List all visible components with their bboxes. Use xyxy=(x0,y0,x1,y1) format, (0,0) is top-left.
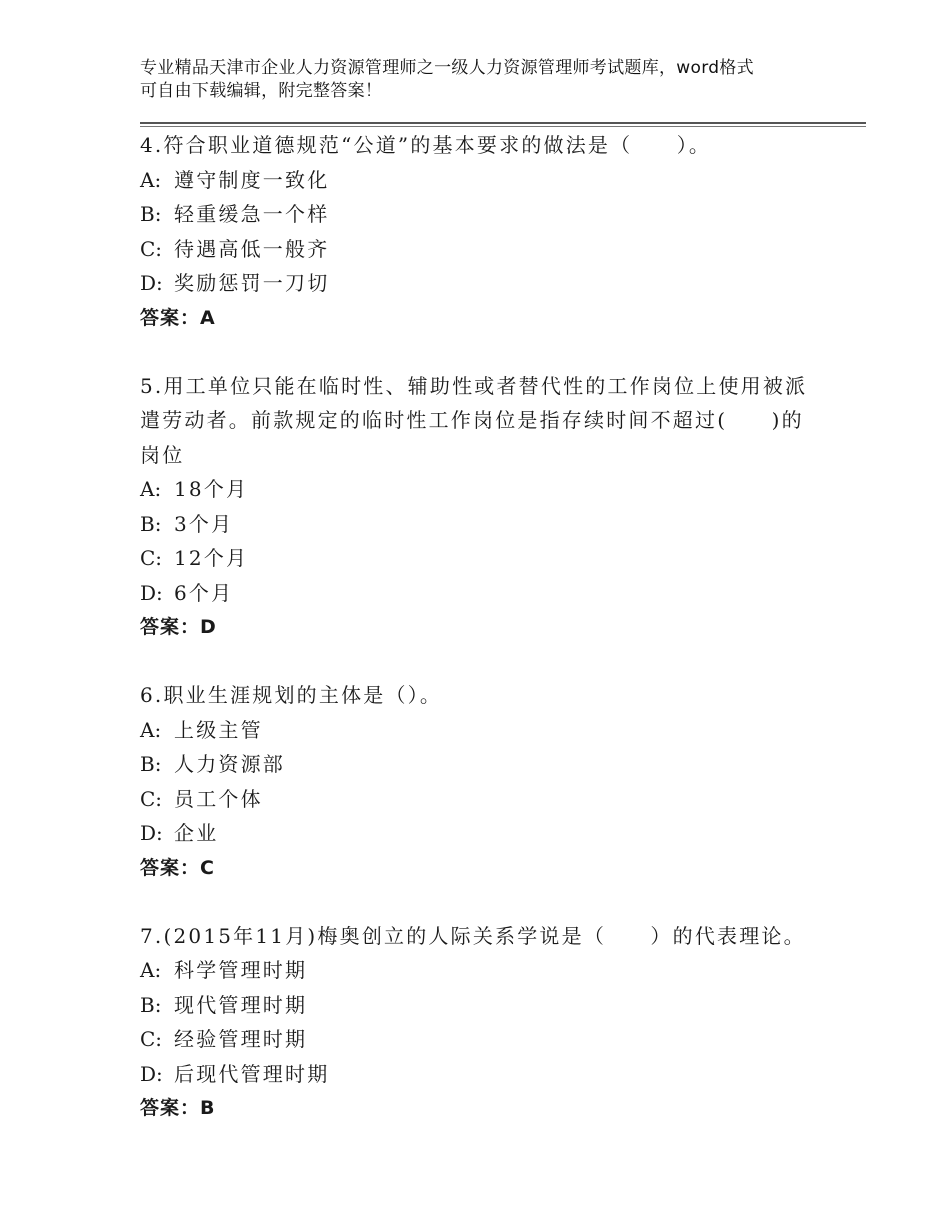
question-text: 遣劳动者。前款规定的临时性工作岗位是指存续时间不超过( )的 xyxy=(140,408,804,432)
header-divider xyxy=(140,122,866,124)
option-b xyxy=(140,197,840,232)
option-text: 后现代管理时期 xyxy=(174,1061,330,1086)
question-list xyxy=(140,128,840,1159)
option-key: C: xyxy=(140,236,163,261)
option-key: A: xyxy=(140,717,162,742)
option-key: D: xyxy=(140,821,163,845)
option-a xyxy=(140,953,840,988)
option-c xyxy=(140,782,840,817)
header-line-1: 专业精品天津市企业人力资源管理师之一级人力资源管理师考试题库，word格式 xyxy=(140,58,754,78)
question-text: 4.符合职业道德规范“公道”的基本要求的做法是（ ）。 xyxy=(140,133,712,157)
option-text: 企业 xyxy=(174,821,219,845)
option-key: D: xyxy=(140,580,163,605)
question-text: 6.职业生涯规划的主体是（）。 xyxy=(140,683,443,707)
question-7 xyxy=(140,919,840,1126)
document-header xyxy=(140,57,820,103)
option-key: D: xyxy=(140,1061,163,1086)
option-b xyxy=(140,988,840,1023)
option-text: 经验管理时期 xyxy=(174,1027,308,1051)
question-text: 5.用工单位只能在临时性、辅助性或者替代性的工作岗位上使用被派 xyxy=(140,373,808,398)
option-key: C: xyxy=(140,786,163,811)
option-text: 12个月 xyxy=(174,546,249,570)
option-text: 轻重缓急一个样 xyxy=(174,202,330,226)
option-key: B: xyxy=(140,752,162,776)
option-key: B: xyxy=(140,202,162,226)
option-c xyxy=(140,232,840,267)
option-b xyxy=(140,507,840,542)
answer-label: 答案：D xyxy=(140,616,217,638)
option-c xyxy=(140,1022,840,1057)
option-text: 6个月 xyxy=(174,580,234,605)
question-4 xyxy=(140,128,840,335)
option-key: C: xyxy=(140,1027,163,1051)
option-d xyxy=(140,816,840,851)
option-text: 18个月 xyxy=(174,477,249,501)
option-key: A: xyxy=(140,958,162,982)
question-6 xyxy=(140,678,840,885)
question-text: 岗位 xyxy=(140,442,185,467)
answer-label: 答案：B xyxy=(140,1097,216,1119)
option-a xyxy=(140,163,840,198)
option-key: A: xyxy=(140,167,162,192)
option-text: 遵守制度一致化 xyxy=(174,167,330,192)
option-text: 奖励惩罚一刀切 xyxy=(174,271,330,295)
option-a xyxy=(140,713,840,748)
option-text: 员工个体 xyxy=(174,786,263,811)
header-divider-thin xyxy=(140,126,866,127)
option-text: 人力资源部 xyxy=(174,752,285,776)
option-text: 3个月 xyxy=(174,511,234,536)
answer-label: 答案：A xyxy=(140,306,216,329)
option-d xyxy=(140,266,840,301)
option-key: B: xyxy=(140,992,162,1017)
option-key: C: xyxy=(140,546,163,570)
header-line-2: 可自由下载编辑，附完整答案！ xyxy=(140,81,383,101)
option-key: B: xyxy=(140,511,162,536)
question-5 xyxy=(140,369,840,645)
option-d xyxy=(140,576,840,611)
question-text: 7.(2015年11月)梅奥创立的人际关系学说是（ ）的代表理论。 xyxy=(140,923,806,948)
option-text: 上级主管 xyxy=(174,717,263,742)
answer-label: 答案：C xyxy=(140,856,215,879)
option-a xyxy=(140,472,840,507)
option-key: A: xyxy=(140,477,162,501)
option-c xyxy=(140,541,840,576)
option-key: D: xyxy=(140,271,163,295)
option-text: 现代管理时期 xyxy=(174,992,308,1017)
option-b xyxy=(140,747,840,782)
option-text: 科学管理时期 xyxy=(174,958,308,982)
option-text: 待遇高低一般齐 xyxy=(174,236,330,261)
option-d xyxy=(140,1057,840,1092)
